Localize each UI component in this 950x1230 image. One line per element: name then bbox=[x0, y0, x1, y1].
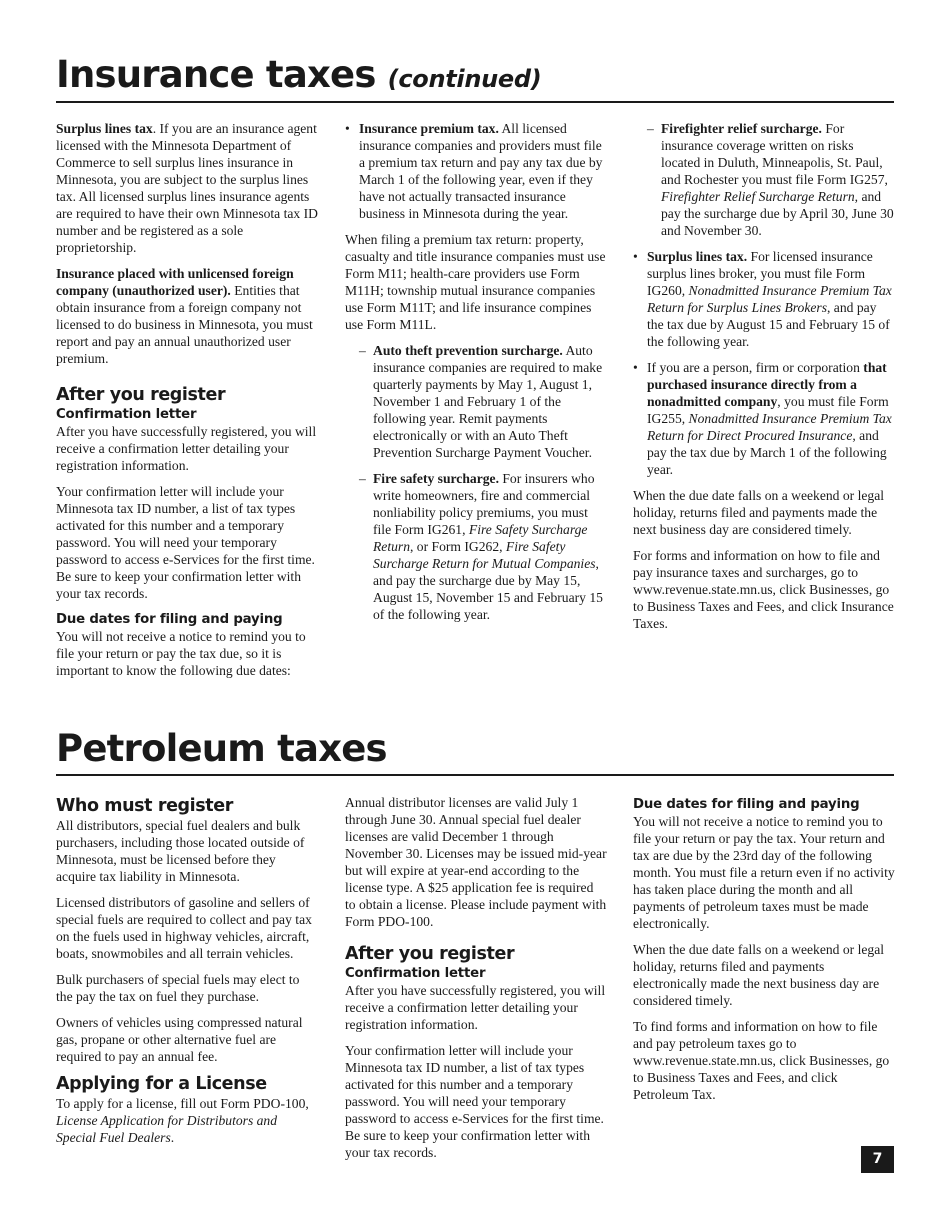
insurance-column-3 bbox=[633, 120, 895, 641]
petroleum-column-2 bbox=[345, 794, 607, 1170]
direct-procured-bullet bbox=[633, 359, 895, 478]
confirmation-paragraph-1: After you have successfully registered, you will receive a confirmation letter detailing your registration information. bbox=[56, 424, 317, 473]
premium-tax-text: All licensed insurance companies and providers must file a premium tax return and pay any tax due by March 1 of the following year, even if they have not actually transacted insurance business in Minnesota during the year. bbox=[359, 121, 603, 221]
confirmation-letter-heading: Confirmation letter bbox=[345, 966, 486, 981]
weekend-holiday-paragraph: When the due date falls on a weekend or legal holiday, returns filed and payments made the next business day are considered timely. bbox=[633, 488, 884, 537]
bullet-marker: • bbox=[633, 360, 638, 375]
confirmation-paragraph-2: Your confirmation letter will include your Minnesota tax ID number, a list of tax types activated for this number and a temporary password. You will need your temporary password to access e-Services for the first time. Be sure to keep your confirmation letter with your tax records. bbox=[345, 1043, 604, 1160]
who-paragraph-3: Bulk purchasers of special fuels may elect to the pay the tax on fuel they purchase. bbox=[56, 972, 300, 1004]
applying-license-text: . bbox=[170, 1130, 175, 1145]
petroleum-title: Petroleum taxes bbox=[56, 727, 387, 770]
unlicensed-paragraph bbox=[56, 265, 318, 367]
surplus-lines-form-title: Nonadmitted Insurance Premium Tax Return for Surplus Lines Brokers bbox=[647, 283, 892, 315]
auto-theft-lead: Auto theft prevention surcharge. bbox=[373, 343, 563, 358]
bullet-marker: • bbox=[345, 121, 350, 136]
surplus-lines-bullet-lead: Surplus lines tax. bbox=[647, 249, 748, 264]
petroleum-due-paragraph-2: When the due date falls on a weekend or legal holiday, returns filed and payments electronically made the next business day are considered timely. bbox=[633, 942, 884, 1008]
dash-marker: – bbox=[359, 471, 366, 486]
firefighter-relief-text: For insurance coverage written on risks located in Duluth, Minneapolis, St. Paul, and Rochester you must file Form IG257, bbox=[661, 121, 888, 187]
petroleum-due-paragraph-3: To find forms and information on how to file and pay petroleum taxes go to www.revenue.state.mn.us, click Businesses, go to Business Taxes and Fees, and click Petroleum Tax. bbox=[633, 1019, 890, 1102]
unlicensed-lead: Insurance placed with unlicensed foreign company (unauthorized user). bbox=[56, 266, 294, 298]
surplus-lines-bullet-text: , and pay the tax due by August 15 and February 15 of the following year. bbox=[647, 300, 890, 349]
insurance-title-text: Insurance taxes bbox=[56, 53, 376, 96]
bullet-marker: • bbox=[633, 249, 638, 264]
surplus-lines-paragraph bbox=[56, 120, 318, 256]
who-paragraph-4: Owners of vehicles using compressed natural gas, propane or other alternative fuel are required to pay an annual fee. bbox=[56, 1015, 303, 1064]
premium-tax-lead: Insurance premium tax. bbox=[359, 121, 499, 136]
direct-procured-text: , and pay the tax due by March 1 of the following year. bbox=[647, 428, 887, 477]
direct-procured-text: If you are a person, firm or corporation bbox=[647, 360, 864, 375]
surplus-lines-bullet-text: For licensed insurance surplus lines broker, you must file Form IG260, bbox=[647, 249, 873, 298]
unlicensed-text: Entities that obtain insurance from a foreign company not licensed to do business in Minnesota, you must report and pay an annual unauthorized user premium. bbox=[56, 283, 313, 366]
auto-theft-text: Auto insurance companies are required to make quarterly payments by May 1, August 1, November 1 and February 1 of the following year. Remit payments electronically or with an Auto Theft Prevention Surcharge Payment Voucher. bbox=[373, 343, 603, 460]
who-paragraph-2: Licensed distributors of gasoline and sellers of special fuels are required to collect and pay tax on the fuels used in highway vehicles, aircraft, boats, snowmobiles and all terrain vehicles. bbox=[56, 895, 312, 961]
insurance-title-suffix: (continued) bbox=[387, 65, 542, 93]
confirmation-letter-heading: Confirmation letter bbox=[56, 407, 197, 422]
due-dates-heading: Due dates for filing and paying bbox=[56, 612, 283, 627]
filing-forms-paragraph: When filing a premium tax return: property, casualty and title insurance companies must use Form M11; health-care providers use Form M11H; township mutual insurance companies use Form M11T; and life insurance compines use Form M11L. bbox=[345, 232, 606, 332]
insurance-title bbox=[56, 53, 542, 96]
license-application-form-title: License Application for Distributors and Special Fuel Dealers bbox=[56, 1113, 278, 1145]
dash-marker: – bbox=[647, 121, 654, 136]
petroleum-column-1 bbox=[56, 796, 318, 1155]
dash-marker: – bbox=[359, 343, 366, 358]
surplus-lines-bullet bbox=[633, 248, 895, 350]
fire-safety-item bbox=[359, 470, 607, 623]
fire-safety-form-title: Fire Safety Surcharge Return bbox=[373, 522, 588, 554]
fire-safety-text: , and pay the surcharge due by May 15, August 15, November 15 and February 15 of the following year. bbox=[373, 556, 603, 622]
premium-tax-bullet bbox=[345, 120, 607, 222]
direct-procured-bold: that purchased insurance directly from a nonadmitted company bbox=[647, 360, 887, 409]
after-register-heading: After you register bbox=[56, 385, 226, 405]
license-validity-paragraph: Annual distributor licenses are valid July 1 through June 30. Annual special fuel dealer licenses are valid December 1 through November 30. Licenses may be issued mid-year but will expire at year-end according to the license type. A $25 application fee is required to obtain a license. Please include payment with Form PDO-100. bbox=[345, 795, 607, 929]
fire-safety-text: , or Form IG262, bbox=[410, 539, 506, 554]
surplus-lines-lead: Surplus lines tax bbox=[56, 121, 153, 136]
insurance-title-rule bbox=[56, 101, 894, 103]
firefighter-relief-lead: Firefighter relief surcharge. bbox=[661, 121, 822, 136]
auto-theft-item bbox=[359, 342, 607, 461]
insurance-column-2 bbox=[345, 120, 607, 632]
fire-safety-lead: Fire safety surcharge. bbox=[373, 471, 499, 486]
after-register-heading: After you register bbox=[345, 944, 515, 964]
petroleum-column-3 bbox=[633, 796, 895, 1112]
confirmation-paragraph-1: After you have successfully registered, you will receive a confirmation letter detailing your registration information. bbox=[345, 983, 606, 1032]
page-number: 7 bbox=[861, 1146, 894, 1173]
firefighter-relief-form-title: Firefighter Relief Surcharge Return bbox=[661, 189, 855, 204]
who-paragraph-1: All distributors, special fuel dealers and bulk purchasers, including those located outside of Minnesota, must be licensed before they acquire tax liability in Minnesota. bbox=[56, 818, 305, 884]
insurance-column-1 bbox=[56, 120, 318, 688]
applying-license-paragraph bbox=[56, 1095, 318, 1146]
applying-license-heading: Applying for a License bbox=[56, 1074, 267, 1094]
petroleum-due-paragraph-1: You will not receive a notice to remind you to file your return or pay the tax. Your return and tax are due by the 23rd day of the following month. You must file a return even if no activity has taken place during the month and all payments of petroleum taxes must be made electronically. bbox=[633, 814, 895, 931]
due-dates-paragraph: You will not receive a notice to remind you to file your return or pay the tax due, so it is important to know the following due dates: bbox=[56, 629, 306, 678]
confirmation-paragraph-2: Your confirmation letter will include your Minnesota tax ID number, a list of tax types activated for this number and a temporary password. You will need your temporary password to access e-Services for the first time. Be sure to keep your confirmation letter with your tax records. bbox=[56, 484, 315, 601]
applying-license-text: To apply for a license, fill out Form PDO-100, bbox=[56, 1096, 309, 1111]
petroleum-due-dates-heading: Due dates for filing and paying bbox=[633, 797, 860, 812]
firefighter-relief-text: , and pay the surcharge due by April 30, June 30 and November 30. bbox=[661, 189, 894, 238]
fire-safety-mutual-form-title: Fire Safety Surcharge Return for Mutual Companies bbox=[373, 539, 596, 571]
firefighter-relief-item bbox=[647, 120, 895, 239]
petroleum-title-rule bbox=[56, 774, 894, 776]
who-must-register-heading: Who must register bbox=[56, 796, 233, 816]
surplus-lines-text: . If you are an insurance agent licensed with the Minnesota Department of Commerce to sell surplus lines insurance in Minnesota, you are subject to the surplus lines tax. All licensed surplus lines insurance agents are required to have their own Minnesota tax ID number and be registered as a sole proprietorship. bbox=[56, 121, 318, 255]
fire-safety-text: For insurers who write homeowners, fire and commercial nonliability policy premiums, you must file Form IG261, bbox=[373, 471, 595, 537]
insurance-forms-paragraph: For forms and information on how to file and pay insurance taxes and surcharges, go to www.revenue.state.mn.us, click Businesses, go to Business Taxes and Fees, and click Insurance Taxes. bbox=[633, 548, 894, 631]
direct-procured-text: , you must file Form IG255, bbox=[647, 394, 889, 426]
direct-procured-form-title: Nonadmitted Insurance Premium Tax Return for Direct Procured Insurance bbox=[647, 411, 892, 443]
